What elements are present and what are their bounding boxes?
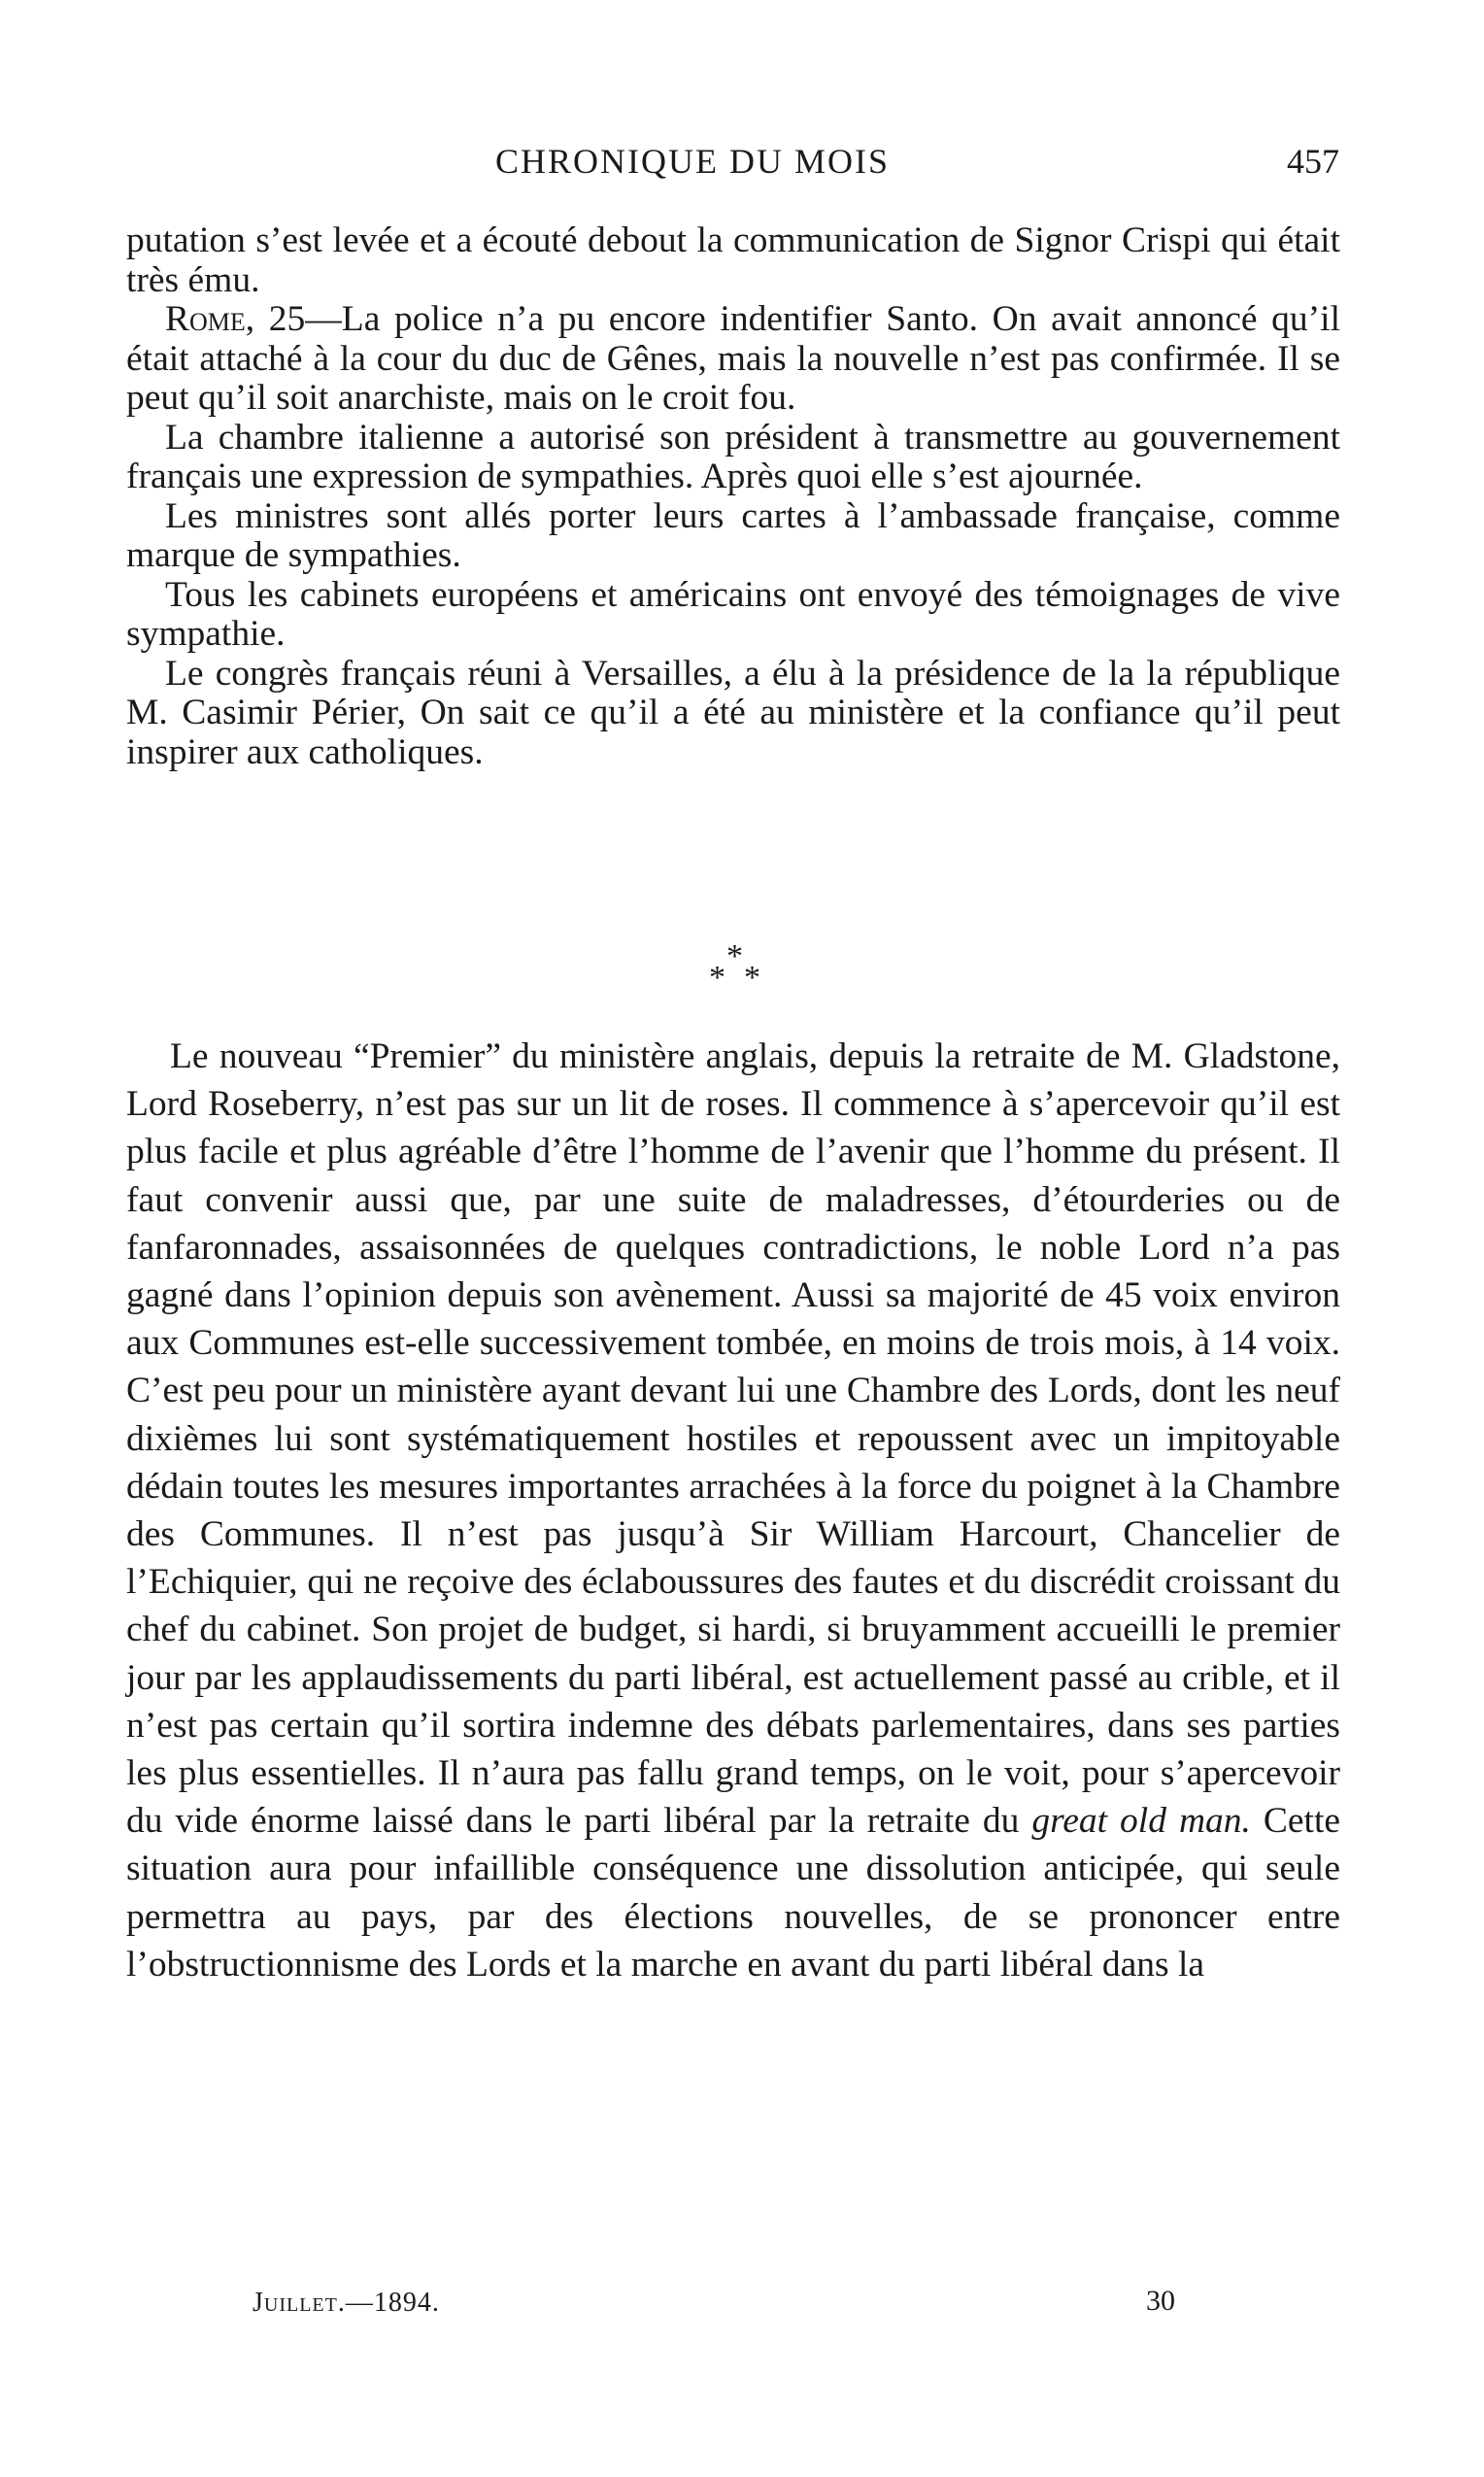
- asterisk: *: [709, 960, 725, 996]
- asterisk: *: [744, 960, 760, 996]
- news-briefs: [126, 221, 1340, 772]
- article-text-part1: Le nouveau “Premier” du ministère anglais, depuis la retraite de M. Gladstone, Lord Roseberry, n’est pas sur un lit de roses. Il commence à s’apercevoir qu’il est plus facile et plus agréable d’être l’homme de l’avenir que l’homme du présent. Il faut convenir aussi que, par une suite de maladresses, d’étourderies ou de fanfaronnades, assaisonnées de quelques contradictions, le noble Lord n’a pas gagné dans l’opinion depuis son avènement. Aussi sa majorité de 45 voix environ aux Communes est-elle successivement tombée, en moins de trois mois, à 14 voix. C’est peu pour un ministère ayant devant lui une Chambre des Lords, dont les neuf dixièmes lui sont systématiquement hostiles et repoussent avec un impitoyable dédain toutes les mesures importantes arrachées à la force du poignet à la Chambre des Communes. Il n’est pas jusqu’à Sir William Harcourt, Chancelier de l’Echiquier, qui ne reçoive des éclaboussures des fautes et du discrédit croissant du chef du cabinet. Son projet de budget, si hardi, si bruyamment accueilli le premier jour par les applaudissements du parti libéral, est actuellement passé au crible, et il n’est pas certain qu’il sortira indemne des débats parlementaires, dans ses parties les plus essentielles. Il n’aura pas fallu grand temps, on le voit, pour s’apercevoir du vide énorme laissé dans le parti libéral par la retraite du: [126, 1036, 1340, 1842]
- paragraph-cabinets: Tous les cabinets européens et américains ont envoyé des témoignages de vive sympathie.: [126, 574, 1340, 654]
- paragraph-rome: [126, 300, 1340, 419]
- asterisk: *: [726, 938, 743, 974]
- article-text-part2: Cette situation aura pour infaillible conséquence une dissolution anticipée, qui seule permettra au pays, par des élections nouvelles, de se prononcer entre l’obstructionnisme des Lords et la marche en avant du parti libéral dans la: [126, 1801, 1341, 1985]
- paragraph-ministers: Les ministres sont allés porter leurs cartes à l’ambassade française, comme marque de sympathies.: [126, 495, 1340, 575]
- page-number: 457: [1287, 142, 1339, 181]
- paragraph-rome-text: , 25—La police n’a pu encore indentifier Santo. On avait annoncé qu’il était attaché à la cour du duc de Gênes, mais la nouvelle n’est pas confirmée. Il se peut qu’il soit anarchiste, mais on le croit fou.: [126, 299, 1340, 418]
- paragraph-italian-chamber: La chambre italienne a autorisé son président à transmettre au gouvernement français une expression de sympathies. Après quoi elle s’est ajournée.: [126, 417, 1340, 496]
- asterism-separator: [699, 940, 777, 999]
- article-paragraph: [126, 1033, 1340, 1988]
- paragraph-continuation: putation s’est levée et a écouté debout la communication de Signor Crispi qui était très ému.: [126, 221, 1340, 300]
- paragraph-congress: Le congrès français réuni à Versailles, a élu à la présidence de la la république M. Casimir Périer, On sait ce qu’il a été au ministère et la confiance qu’il peut inspirer aux catholiques.: [126, 653, 1340, 772]
- italic-phrase: great old man.: [1031, 1801, 1251, 1842]
- signature-mark: Juillet.—1894.: [253, 2288, 440, 2318]
- dateline-place: Rome: [165, 299, 246, 339]
- main-article: [126, 1033, 1340, 1988]
- running-head: CHRONIQUE DU MOIS: [495, 142, 891, 181]
- sheet-number: 30: [1146, 2285, 1175, 2317]
